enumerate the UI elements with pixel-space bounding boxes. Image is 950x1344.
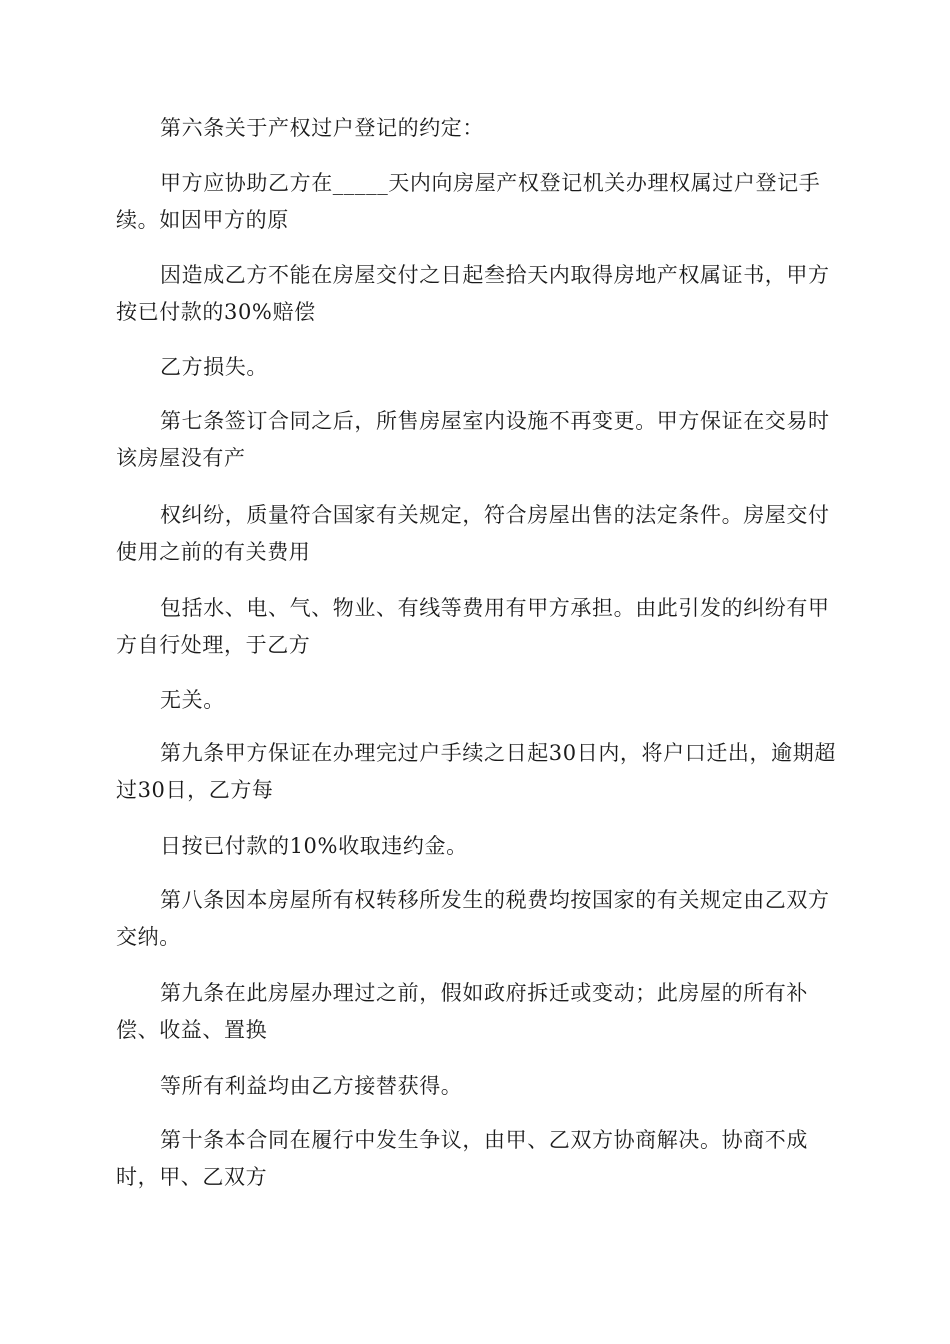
paragraph: 第九条甲方保证在办理完过户手续之日起30日内，将户口迁出，逾期超过30日，乙方每: [116, 741, 836, 802]
paragraph: 第九条在此房屋办理过之前，假如政府拆迁或变动；此房屋的所有补偿、收益、置换: [116, 981, 808, 1042]
paragraph-article-6-title: 第六条关于产权过户登记的约定：: [160, 116, 484, 140]
paragraph: 乙方损失。: [160, 355, 268, 379]
paragraph: 因造成乙方不能在房屋交付之日起叁拾天内取得房地产权属证书，甲方按已付款的30%赔偿: [116, 263, 830, 324]
paragraph: 第十条本合同在履行中发生争议，由甲、乙双方协商解决。协商不成时，甲、乙双方: [116, 1128, 808, 1189]
paragraph: 无关。: [160, 688, 225, 712]
paragraph: 第七条签订合同之后，所售房屋室内设施不再变更。甲方保证在交易时该房屋没有产: [116, 409, 830, 470]
paragraph: 等所有利益均由乙方接替获得。: [160, 1074, 463, 1098]
paragraph: 包括水、电、气、物业、有线等费用有甲方承担。由此引发的纠纷有甲方自行处理，于乙方: [116, 596, 830, 657]
paragraph: 权纠纷，质量符合国家有关规定，符合房屋出售的法定条件。房屋交付使用之前的有关费用: [116, 503, 830, 564]
paragraph: 日按已付款的10%收取违约金。: [160, 834, 468, 858]
paragraph: 甲方应协助乙方在_____天内向房屋产权登记机关办理权属过户登记手续。如因甲方的原: [116, 171, 821, 232]
paragraph: 第八条因本房屋所有权转移所发生的税费均按国家的有关规定由乙双方交纳。: [116, 888, 830, 949]
